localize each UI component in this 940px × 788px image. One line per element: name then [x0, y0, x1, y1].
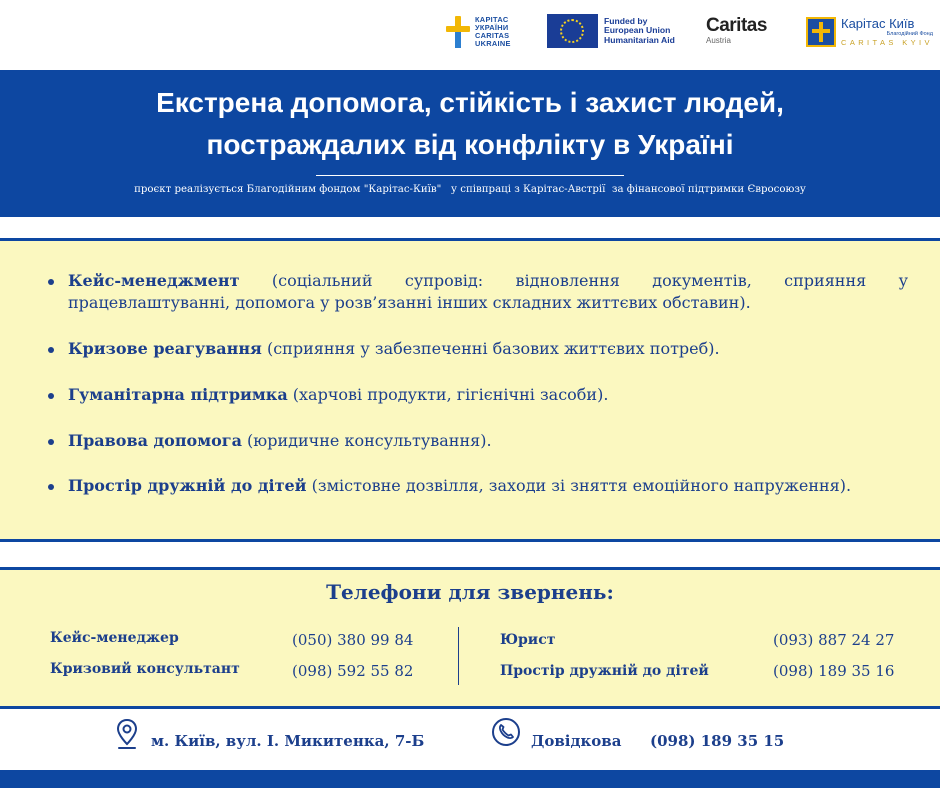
list-item — [46, 384, 908, 406]
services-list — [46, 270, 908, 521]
phone-number-crisis-consultant[interactable]: (098) 592 55 82 — [292, 662, 414, 680]
title-divider — [316, 175, 624, 176]
caritas-kyiv-cross-icon — [806, 17, 836, 47]
helpline-number[interactable]: (098) 189 35 15 — [650, 732, 785, 750]
logo-strip — [0, 0, 940, 68]
service-name: Простір дружній до дітей — [68, 476, 307, 495]
phones-divider — [458, 627, 459, 685]
page-title — [0, 70, 940, 166]
title-line-2: постраждалих від конфлікту в Україні — [206, 129, 734, 160]
caritas-austria-name: Caritas — [706, 15, 767, 36]
service-name: Гуманітарна підтримка — [68, 385, 288, 404]
phones-panel — [0, 567, 940, 709]
service-description: (сприяння у забезпеченні базових життєвих потреб). — [261, 339, 720, 358]
phone-number-lawyer[interactable]: (093) 887 24 27 — [773, 631, 895, 649]
services-panel — [0, 238, 940, 542]
title-line-1: Екстрена допомога, стійкість і захист людей, — [156, 87, 784, 118]
contact-row — [0, 712, 940, 770]
caritas-ukraine-logo-text: КАРІТАС УКРАЇНИ CARITAS UKRAINE — [475, 15, 511, 48]
service-description: (соціальний супровід: відновлення документів, сприяння у працевлаштуванні, допомога у розв’язанні інших складних життєвих обставин). — [68, 271, 908, 312]
caritas-austria-logo — [706, 16, 767, 45]
address-text: м. Київ, вул. І. Микитенка, 7-Б — [151, 732, 425, 750]
caritas-kyiv-name: Карітас Київ — [841, 16, 915, 31]
caritas-austria-sub: Austria — [706, 36, 731, 45]
service-name: Кейс-менеджмент — [68, 271, 240, 290]
list-item — [46, 430, 908, 452]
title-banner — [0, 70, 940, 217]
service-description: (юридичне консультування). — [241, 431, 492, 450]
helpline-label: Довідкова — [531, 732, 622, 750]
eu-flag-icon — [547, 14, 598, 48]
list-item — [46, 270, 908, 314]
caritas-kyiv-latin: CARITAS KYIV — [841, 38, 933, 47]
map-pin-icon — [116, 718, 138, 754]
phone-label-child-space: Простір дружній до дітей — [500, 663, 709, 679]
caritas-kyiv-sub: Благодійний Фонд — [886, 31, 933, 37]
phone-label-case-manager: Кейс-менеджер — [50, 630, 179, 646]
service-description: (харчові продукти, гігієнічні засоби). — [287, 385, 609, 404]
service-name: Кризове реагування — [68, 339, 262, 358]
project-subtitle: проєкт реалізується Благодійним фондом "Карітас-Київ" у співпраці з Карітас-Австрії за фінансової підтримки Євросоюзу — [134, 184, 806, 195]
phone-number-child-space[interactable]: (098) 189 35 16 — [773, 662, 895, 680]
caritas-ukraine-logo — [444, 14, 511, 50]
service-description: (змістовне дозвілля, заходи зі зняття емоційного напруження). — [306, 476, 852, 495]
caritas-kyiv-logo — [806, 16, 933, 47]
phone-icon — [491, 717, 521, 751]
footer-bar — [0, 770, 940, 788]
phones-title: Телефони для звернень: — [326, 580, 614, 604]
eu-humanitarian-aid-logo — [547, 14, 675, 48]
phone-label-crisis-consultant: Кризовий консультант — [50, 661, 240, 677]
list-item — [46, 475, 908, 497]
phone-label-lawyer: Юрист — [500, 632, 556, 648]
eu-logo-text: Funded by European Union Humanitarian Aid — [604, 15, 675, 45]
phone-number-case-manager[interactable]: (050) 380 99 84 — [292, 631, 414, 649]
service-name: Правова допомога — [68, 431, 242, 450]
caritas-cross-icon — [444, 14, 472, 50]
list-item — [46, 338, 908, 360]
